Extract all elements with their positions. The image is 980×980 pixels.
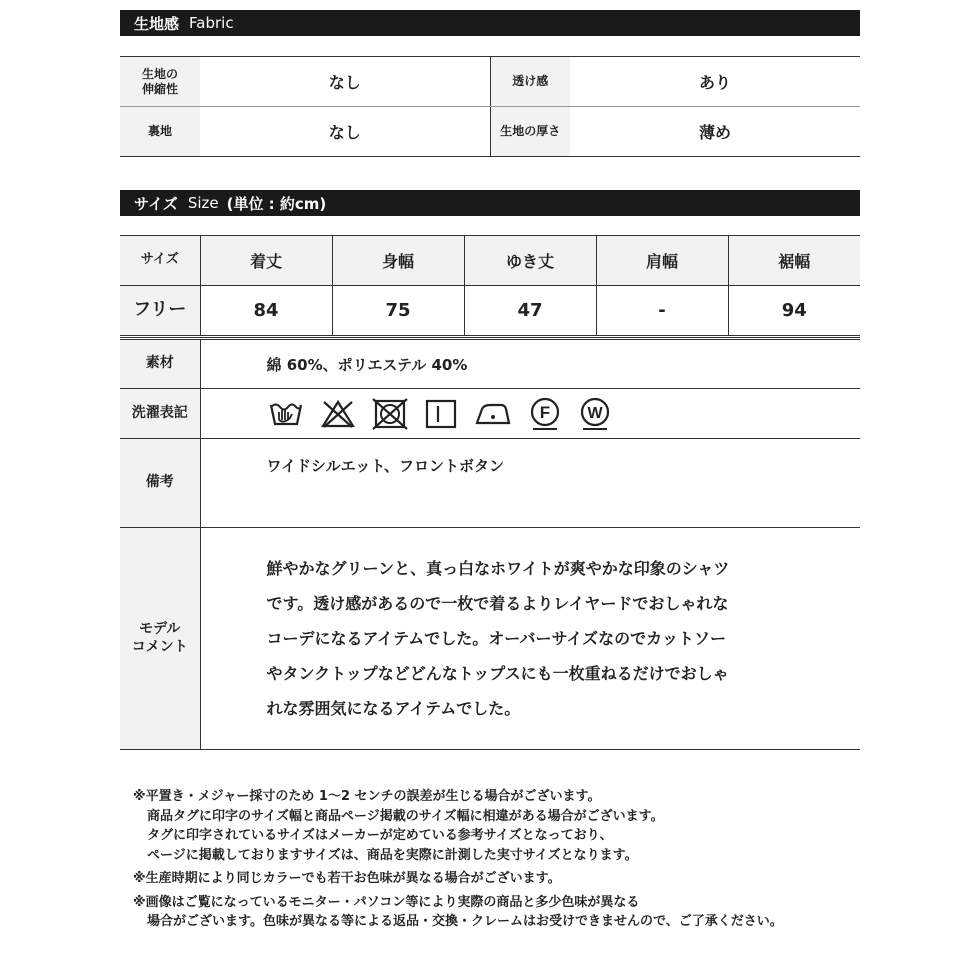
size-value: 94 [728,286,860,336]
comment-label-text: モデル コメント [131,621,188,655]
material-value: 綿 60%、ポリエステル 40% [200,339,860,389]
comment-line: です。透け感があるので一枚で着るよりレイヤードでおしゃれな [266,594,729,613]
care-icons-cell [200,389,860,439]
material-label: 素材 [120,339,200,389]
note-line: ※生産時期により同じカラーでも若干お色味が異なる場合がございます。 [133,871,561,886]
dry-clean-letter: F [539,402,550,422]
comment-line: コーデになるアイテムでした。オーバーサイズなのでカットソー [266,629,727,648]
lining-label: 裏地 [120,107,200,157]
size-table [120,235,860,336]
stretch-value: なし [200,57,490,107]
hand-wash-30-icon [268,399,304,429]
fabric-title-en: Fabric [189,14,234,32]
size-title-en: Size [187,194,219,212]
size-value: 84 [200,286,332,336]
stretch-label-text: 生地の 伸縮性 [141,66,178,96]
note-line: ページに掲載しておりますサイズは、商品を実際に計測した実寸サイズとなります。 [147,847,638,863]
thickness-value: 薄め [698,123,731,142]
dry-clean-f-icon [528,397,562,431]
care-label: 洗濯表記 [120,389,200,439]
comment-line: やタンクトップなどどんなトップスにも一枚重ねるだけでおしゃ [266,664,729,683]
no-tumble-dry-icon [372,398,408,430]
wet-clean-letter: W [586,404,603,422]
size-value: - [596,286,728,336]
material-row [120,339,860,389]
comment-row [120,528,860,750]
comment-text [200,528,860,750]
size-column-header: 裾幅 [728,236,860,286]
size-section-header [120,190,860,216]
note-line: ※平置き・メジャー採寸のため 1〜2 センチの誤差が生じる場合がございます。 [133,789,601,804]
size-row-label: フリー [120,286,200,336]
sheerness-value: あり [570,57,860,107]
note-line: 商品タグに印字のサイズ幅と商品ページ掲載のサイズ幅に相違がある場合がございます。 [147,808,664,824]
sheerness-label: 透け感 [490,57,570,107]
stretch-label [120,57,200,107]
note-line: 場合がございます。色味が異なる等による返品・交換・クレームはお受けできませんので、ご了承ください。 [147,914,783,929]
note-paragraph [133,869,853,889]
size-title-unit: (単位 : 約cm) [226,194,327,213]
lining-value: なし [328,123,361,142]
size-column-header: ゆき丈 [464,236,596,286]
size-value: 75 [332,286,464,336]
size-value: 47 [464,286,596,336]
fabric-section-header [120,10,860,36]
thickness-label: 生地の厚さ [490,107,570,157]
comment-line: れな雰囲気になるアイテムでした。 [266,699,521,718]
care-row [120,389,860,439]
care-icons [202,397,860,431]
size-column-header: 身幅 [332,236,464,286]
fabric-title-jp: 生地感 [134,14,180,33]
no-bleach-icon [320,399,356,429]
size-header-row [120,236,860,286]
note-line: タグに印字されているサイズはメーカーが定めている参考サイズとなっており、 [147,828,613,843]
wet-clean-w-icon [578,397,612,431]
size-title-jp: サイズ [134,194,178,213]
remarks-row [120,439,860,528]
note-line: ※画像はご覧になっているモニター・パソコン等により実際の商品と多少色味が異なる [133,894,640,910]
line-dry-icon [424,398,458,430]
note-paragraph [133,893,853,932]
note-paragraph [133,787,853,865]
size-column-header: 肩幅 [596,236,728,286]
fabric-table [120,56,860,157]
size-column-header: 着丈 [200,236,332,286]
details-table [120,337,860,750]
fabric-row [120,107,860,157]
remarks-label: 備考 [120,439,200,528]
comment-line: 鮮やかなグリーンと、真っ白なホワイトが爽やかな印象のシャツ [266,559,730,578]
fabric-row [120,57,860,107]
comment-label [120,528,200,750]
remarks-value: ワイドシルエット、フロントボタン [200,439,860,528]
notes [133,787,853,936]
iron-low-icon [474,399,512,429]
size-value-row [120,286,860,336]
size-header-label: サイズ [120,236,200,286]
